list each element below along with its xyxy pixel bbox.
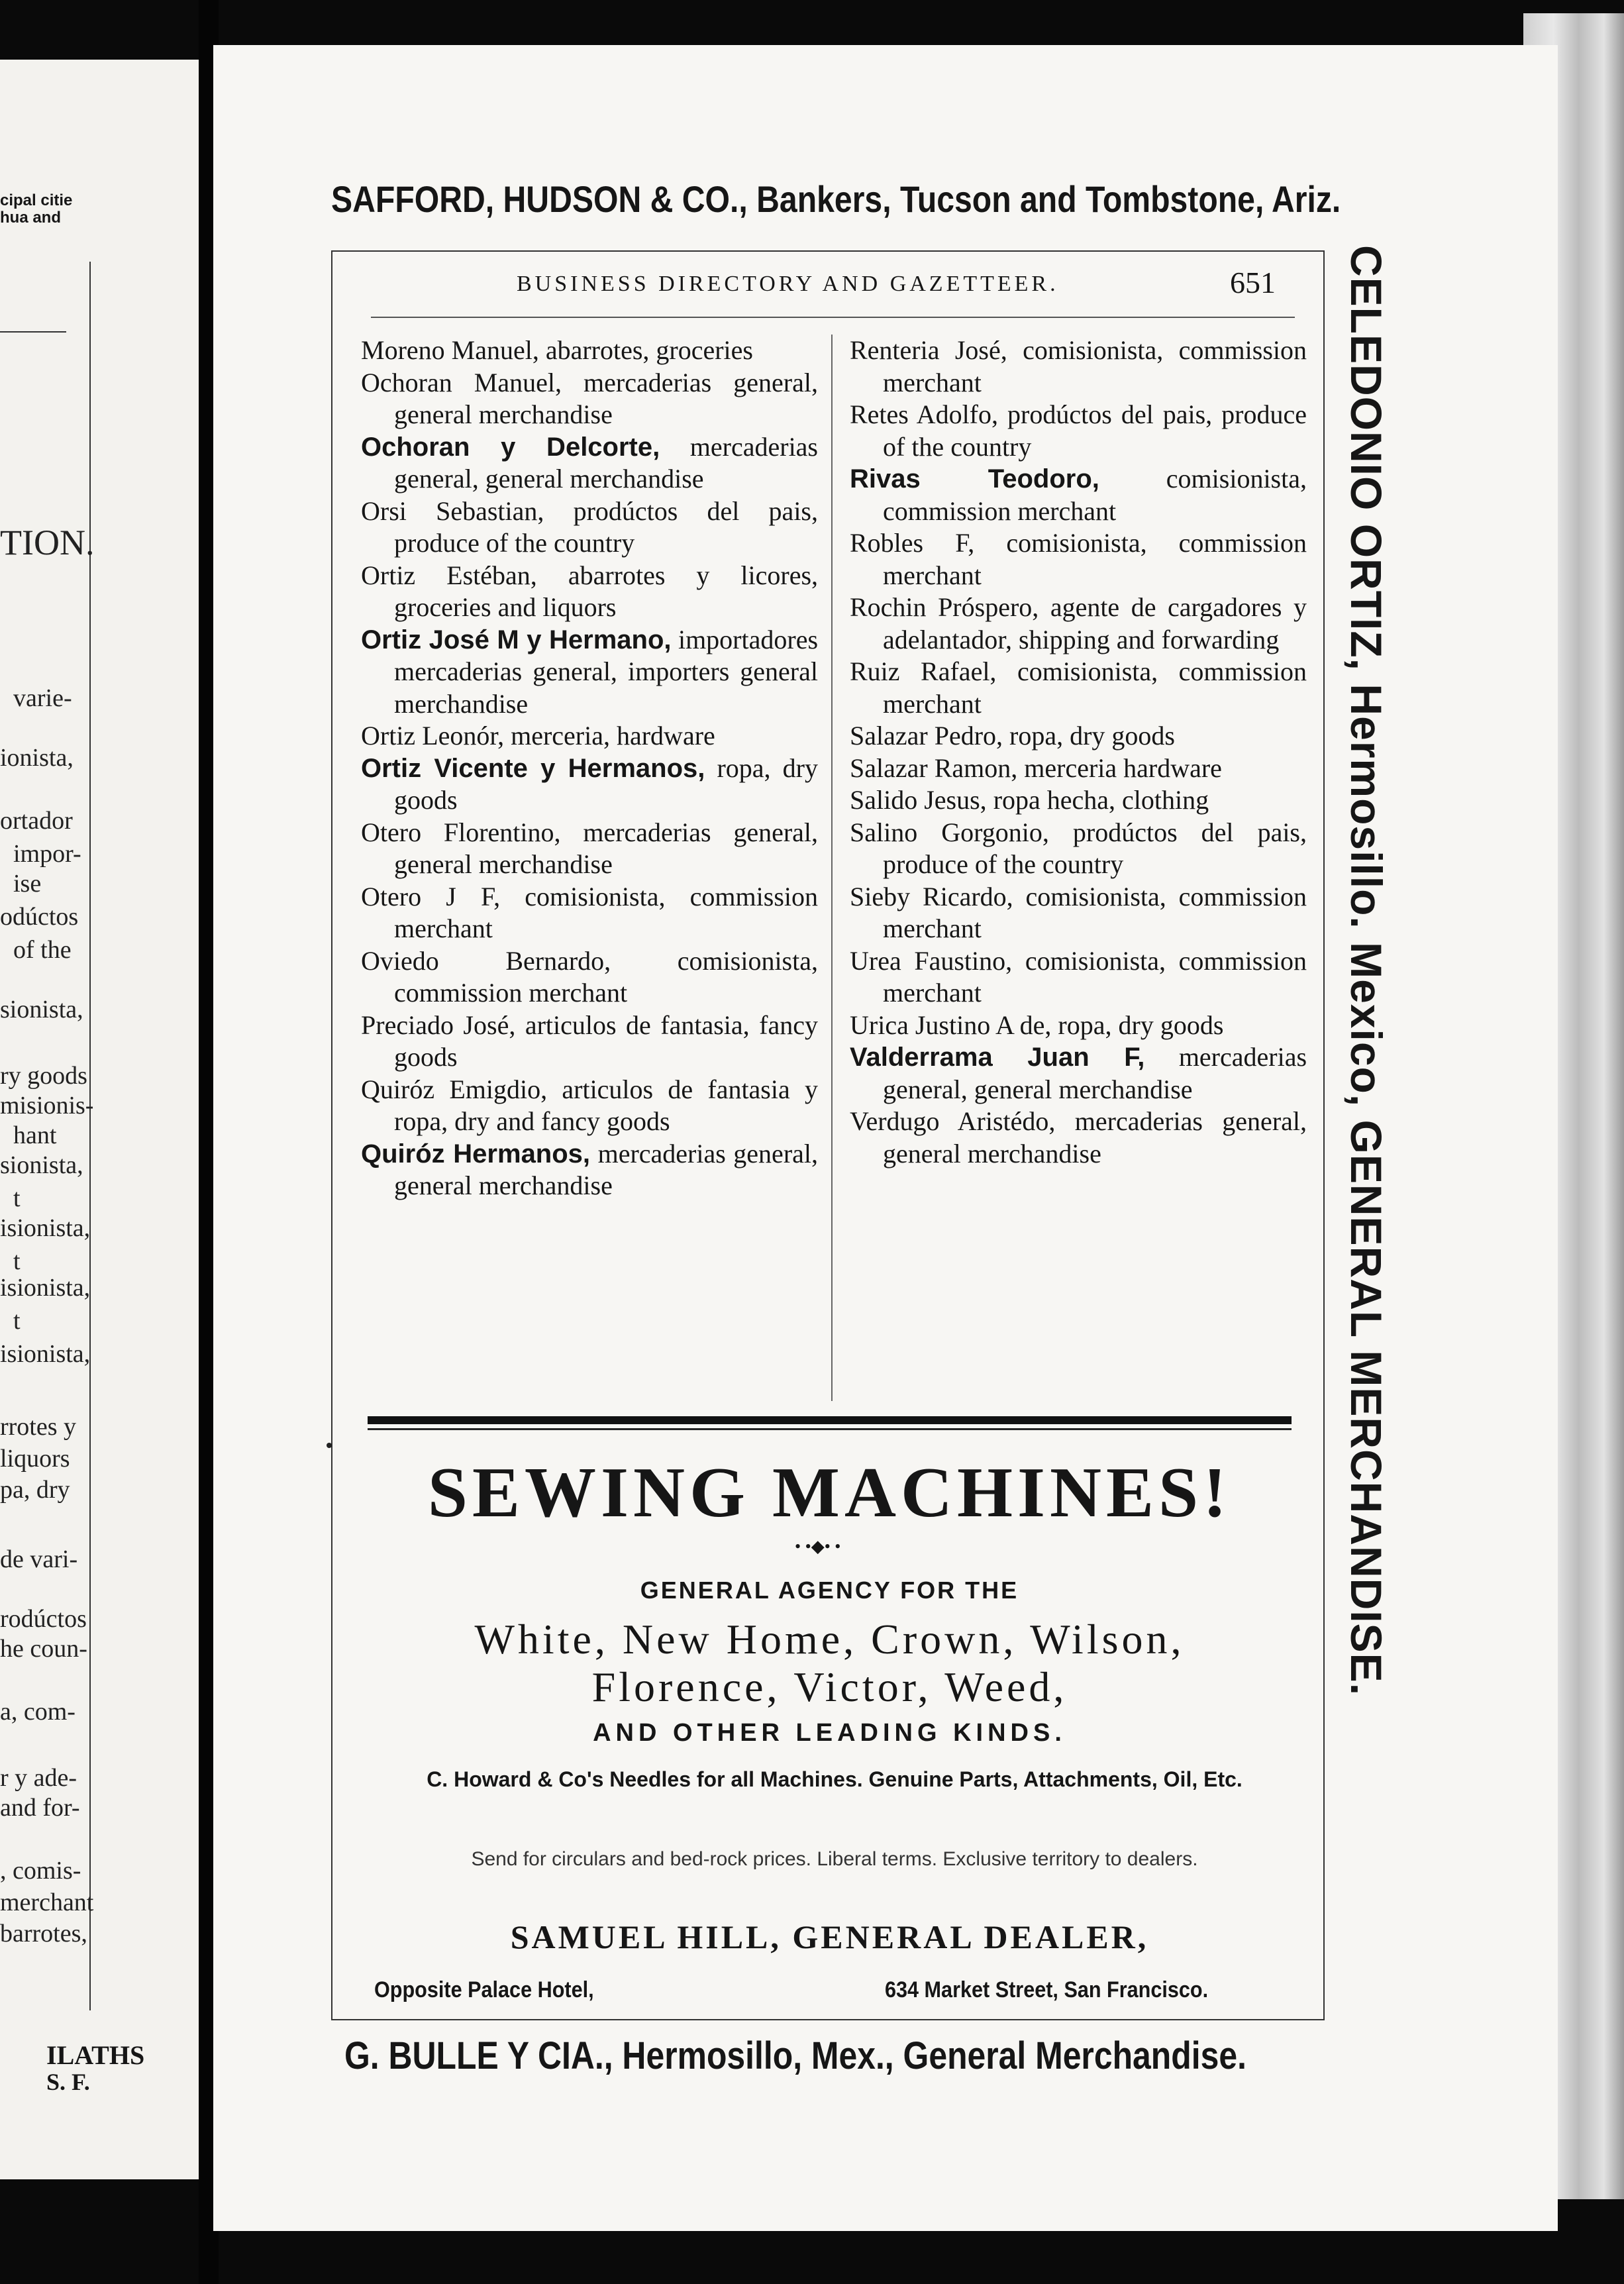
- entry-description: agente de cargadores y adelantador, shipping and forwarding: [883, 592, 1307, 654]
- entry-description: prodúctos del pais, produce of the country: [883, 817, 1307, 879]
- facing-page-line: liquors: [0, 1445, 70, 1473]
- entry-name: Oviedo Bernardo,: [361, 945, 611, 976]
- directory-entry: [361, 1074, 818, 1138]
- facing-page-line: and for-: [0, 1794, 80, 1822]
- facing-page-line: t: [13, 1307, 21, 1335]
- entry-name: Renteria José,: [850, 335, 1007, 365]
- entry-name: Moreno Manuel,: [361, 335, 539, 365]
- entry-description: prodúctos del pais, produce of the country: [883, 399, 1307, 462]
- bottom-advert-line: G. BULLE Y CIA., Hermosillo, Mex., General Merchandise.: [344, 2034, 1246, 2077]
- facing-page-line: ortador: [0, 807, 73, 835]
- directory-entry: [361, 560, 818, 624]
- facing-page-line: hant: [13, 1121, 57, 1149]
- margin-dot: [327, 1443, 332, 1448]
- directory-entry: [361, 495, 818, 560]
- entry-description: comisionista, commission merchant: [394, 945, 818, 1008]
- facing-page-line: merchant: [0, 1889, 94, 1916]
- entry-description: ropa hecha, clothing: [993, 785, 1209, 815]
- entry-description: mercaderias general, general merchandise: [394, 431, 818, 493]
- entry-name: Otero J F,: [361, 881, 501, 911]
- entry-description: abarrotes y licores, groceries and liquors: [394, 560, 819, 622]
- facing-page-fragment: cipal citie: [0, 191, 73, 209]
- directory-entry: [850, 720, 1307, 753]
- facing-page-line: isionista,: [0, 1274, 91, 1302]
- entry-name: Sieby Ricardo,: [850, 881, 1013, 911]
- entry-name: Salino Gorgonio,: [850, 817, 1049, 847]
- entry-description: mercaderias general, general merchandise: [394, 1138, 819, 1200]
- entry-name: Valderrama Juan F,: [850, 1043, 1145, 1072]
- directory-entry: [361, 1010, 818, 1074]
- entry-name: Quiróz Hermanos,: [361, 1139, 591, 1168]
- facing-page-fragment: ILATHS: [46, 2040, 145, 2070]
- page-number: 651: [1230, 266, 1276, 299]
- ad-agency-line: GENERAL AGENCY FOR THE: [640, 1577, 1019, 1604]
- entry-name: Otero Florentino,: [361, 817, 561, 847]
- facing-page-line: isionista,: [0, 1214, 91, 1242]
- facing-page-line: de vari-: [0, 1545, 78, 1573]
- entry-name: Ochoran y Delcorte,: [361, 432, 660, 462]
- ad-circulars-text: Send for circulars and bed-rock prices. Liberal terms. Exclusive territory to dealers.: [471, 1848, 1198, 1870]
- entry-name: Ochoran Manuel,: [361, 367, 562, 397]
- facing-page-line: r y ade-: [0, 1764, 77, 1792]
- facing-page-line: odúctos: [0, 903, 79, 931]
- directory-entry: [361, 945, 818, 1010]
- directory-entry: [361, 335, 818, 367]
- directory-entry: [361, 753, 818, 817]
- directory-entry: [361, 1138, 818, 1202]
- ad-title: SEWING MACHINES!: [427, 1453, 1232, 1532]
- facing-page-line: pa, dry: [0, 1476, 70, 1504]
- directory-entry: [850, 1010, 1307, 1042]
- entry-description: mercaderias general, general merchandise: [883, 1042, 1307, 1104]
- facing-page-line: rrotes y: [0, 1413, 77, 1441]
- ornament: • •◆• •: [795, 1537, 841, 1556]
- entry-name: Verdugo Aristédo,: [850, 1106, 1056, 1136]
- directory-entry: [850, 592, 1307, 656]
- facing-page-line: varie-: [13, 684, 72, 712]
- directory-entry: [361, 624, 818, 721]
- entry-description: ropa, dry goods: [1058, 1010, 1224, 1040]
- directory-entry: [361, 817, 818, 881]
- entry-name: Ortiz José M y Hermano,: [361, 625, 672, 654]
- entry-description: comisionista, commission merchant: [883, 881, 1307, 943]
- directory-entry: [850, 399, 1307, 463]
- facing-page-line: sionista,: [0, 996, 83, 1023]
- column-divider: [831, 335, 833, 1401]
- side-banner: CELEDONIO ORTIZ, Hermosillo. Mexico, GENERAL MERCHANDISE.: [1342, 245, 1391, 1696]
- entry-name: Urica Justino A de,: [850, 1010, 1052, 1040]
- entry-name: Rivas Teodoro,: [850, 464, 1099, 493]
- facing-page-rule: [0, 331, 66, 333]
- facing-page-line: ise: [13, 870, 42, 898]
- entry-name: Orsi Sebastian,: [361, 495, 544, 526]
- ad-other-kinds: AND OTHER LEADING KINDS.: [593, 1719, 1066, 1747]
- facing-page-line: misionis-: [0, 1092, 94, 1119]
- entry-description: comisionista, commission merchant: [883, 464, 1307, 526]
- entry-name: Ortiz Leonór,: [361, 721, 505, 751]
- directory-column-left: [361, 335, 818, 1202]
- facing-page-fragment: hua and: [0, 209, 62, 227]
- directory-entry: [850, 656, 1307, 720]
- facing-page-line: of the: [13, 936, 72, 964]
- facing-page-line: barrotes,: [0, 1920, 87, 1947]
- ad-dealer: SAMUEL HILL, GENERAL DEALER,: [510, 1918, 1149, 1955]
- entry-description: mercaderias general, general merchandise: [394, 367, 818, 429]
- facing-page-line: rodúctos: [0, 1605, 87, 1633]
- entry-description: articulos de fantasia, fancy goods: [394, 1010, 819, 1072]
- entry-name: Salazar Ramon,: [850, 753, 1018, 783]
- directory-entry: [850, 1041, 1307, 1106]
- directory-entry: [361, 367, 818, 431]
- directory-entry: [850, 817, 1307, 881]
- entry-name: Rochin Próspero,: [850, 592, 1039, 622]
- running-head: BUSINESS DIRECTORY AND GAZETTEER.: [517, 272, 1059, 296]
- facing-page-line: ry goods: [0, 1062, 87, 1090]
- entry-name: Quiróz Emigdio,: [361, 1074, 548, 1104]
- directory-entry: [850, 335, 1307, 399]
- facing-page-heading: TION.: [0, 523, 95, 562]
- entry-description: comisionista, commission merchant: [394, 881, 819, 943]
- entry-description: comisionista, commission merchant: [883, 656, 1307, 719]
- entry-description: ropa, dry goods: [394, 753, 818, 815]
- entry-name: Salido Jesus,: [850, 785, 987, 815]
- entry-name: Ortiz Vicente y Hermanos,: [361, 753, 705, 783]
- entry-name: Preciado José,: [361, 1010, 516, 1040]
- facing-page-line: he coun-: [0, 1635, 87, 1663]
- entry-description: comisionista, commission merchant: [883, 335, 1307, 397]
- facing-page-line: t: [13, 1247, 21, 1275]
- directory-column-right: [850, 335, 1307, 1170]
- directory-entry: [850, 527, 1307, 592]
- facing-page-line: , comis-: [0, 1857, 81, 1885]
- facing-page-line: isionista,: [0, 1340, 91, 1368]
- directory-entry: [850, 881, 1307, 945]
- entry-name: Ortiz Estéban,: [361, 560, 537, 590]
- ad-thick-rule: [368, 1416, 1292, 1424]
- directory-entry: [361, 881, 818, 945]
- directory-entry: [850, 945, 1307, 1010]
- directory-entry: [850, 784, 1307, 817]
- entry-description: comisionista, commission merchant: [883, 528, 1307, 590]
- entry-description: mercaderias general, general merchandise: [883, 1106, 1307, 1168]
- entry-description: merceria hardware: [1024, 753, 1222, 783]
- ad-address-right: 634 Market Street, San Francisco.: [885, 1977, 1209, 2002]
- facing-page-line: t: [13, 1184, 21, 1212]
- entry-name: Ruiz Rafael,: [850, 656, 997, 686]
- entry-name: Robles F,: [850, 528, 975, 558]
- ad-address-left: Opposite Palace Hotel,: [374, 1977, 594, 2002]
- directory-entry: [361, 431, 818, 495]
- directory-entry: [850, 1106, 1307, 1170]
- facing-page-line: sionista,: [0, 1151, 83, 1179]
- header-rule: [371, 317, 1295, 318]
- facing-page-line: a, com-: [0, 1698, 76, 1726]
- entry-description: ropa, dry goods: [1009, 721, 1175, 751]
- entry-description: comisionista, commission merchant: [883, 945, 1307, 1008]
- ad-brands-line: White, New Home, Crown, Wilson,: [474, 1616, 1185, 1663]
- entry-description: abarrotes, groceries: [545, 335, 753, 365]
- facing-page: [0, 60, 199, 2179]
- facing-page-line: ionista,: [0, 744, 74, 772]
- ad-thin-rule: [368, 1428, 1292, 1430]
- directory-entry: [361, 720, 818, 753]
- facing-page-fragment: S. F.: [46, 2069, 90, 2095]
- entry-name: Salazar Pedro,: [850, 721, 1003, 751]
- entry-description: mercaderias general, general merchandise: [394, 817, 819, 879]
- directory-entry: [850, 753, 1307, 785]
- ad-brands-line: Florence, Victor, Weed,: [591, 1663, 1068, 1710]
- entry-name: Urea Faustino,: [850, 945, 1013, 976]
- top-advert-line: SAFFORD, HUDSON & CO., Bankers, Tucson and Tombstone, Ariz.: [331, 178, 1341, 220]
- entry-description: articulos de fantasia y ropa, dry and fancy goods: [394, 1074, 818, 1136]
- ad-needles-text: C. Howard & Co's Needles for all Machines. Genuine Parts, Attachments, Oil, Etc.: [427, 1767, 1243, 1791]
- facing-page-line: impor-: [13, 840, 81, 868]
- entry-description: prodúctos del pais, produce of the country: [394, 495, 818, 558]
- directory-entry: [850, 463, 1307, 527]
- entry-name: Retes Adolfo,: [850, 399, 999, 429]
- entry-description: importadores mercaderias general, importers general merchandise: [394, 624, 819, 719]
- entry-description: merceria, hardware: [511, 721, 715, 751]
